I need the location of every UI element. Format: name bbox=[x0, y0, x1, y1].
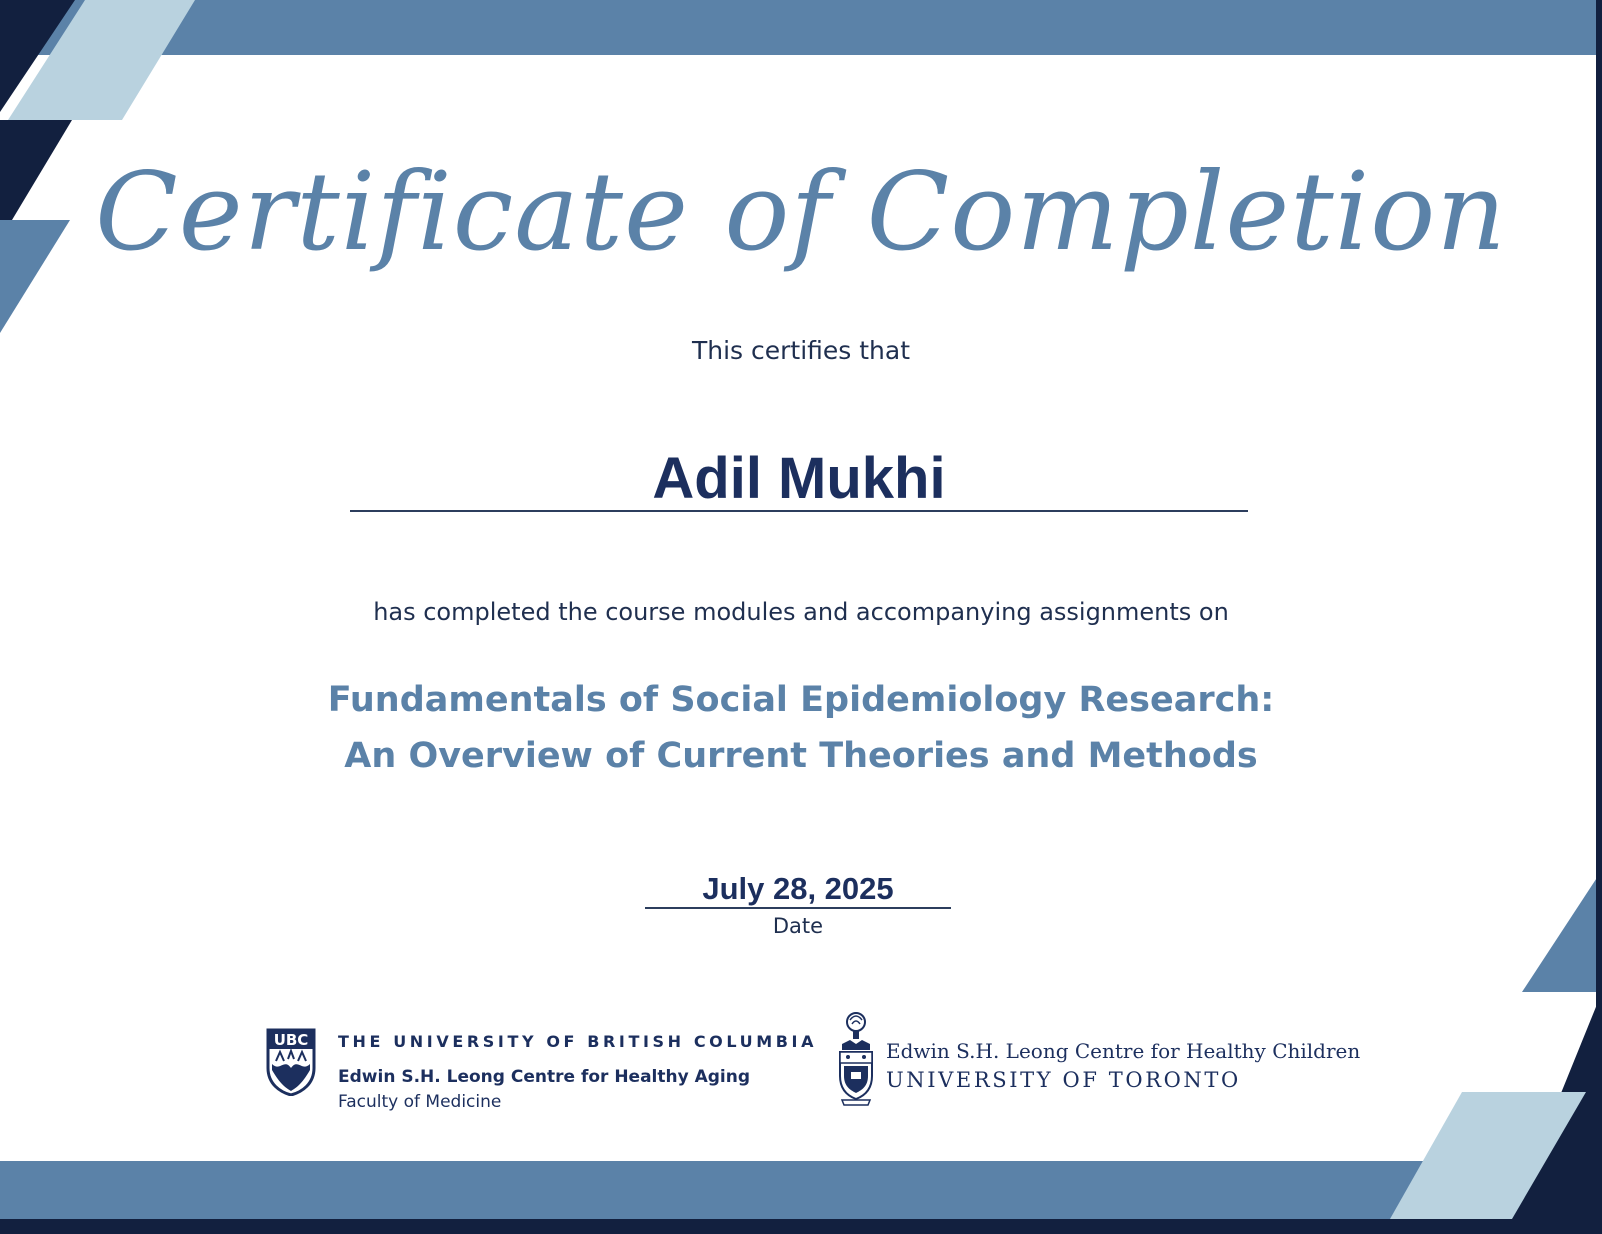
uoft-university-name: UNIVERSITY OF TORONTO bbox=[886, 1068, 1241, 1092]
uoft-crest-icon bbox=[836, 1010, 876, 1106]
ubc-centre-name: Edwin S.H. Leong Centre for Healthy Aging bbox=[338, 1067, 751, 1087]
completed-text: has completed the course modules and accompanying assignments on bbox=[373, 598, 1229, 626]
course-title-line2: An Overview of Current Theories and Methods bbox=[344, 736, 1258, 776]
date-label: Date bbox=[772, 914, 824, 938]
bottom-edge bbox=[0, 1219, 1602, 1234]
uoft-logo bbox=[836, 1010, 1361, 1110]
svg-text:UBC: UBC bbox=[273, 1031, 309, 1049]
ubc-logo bbox=[266, 1028, 818, 1118]
bottom-right-steel-shape bbox=[1522, 870, 1602, 992]
completion-date: July 28, 2025 bbox=[645, 871, 951, 909]
ubc-faculty-name: Faculty of Medicine bbox=[338, 1092, 502, 1112]
top-band bbox=[0, 0, 1602, 55]
certificate-title: Certificate of Completion bbox=[95, 150, 1507, 275]
ubc-crest-icon bbox=[266, 1028, 316, 1096]
course-title-line1: Fundamentals of Social Epidemiology Research: bbox=[327, 680, 1275, 720]
uoft-centre-name: Edwin S.H. Leong Centre for Healthy Children bbox=[886, 1039, 1361, 1063]
bottom-band bbox=[0, 1161, 1602, 1219]
ubc-university-name: THE UNIVERSITY OF BRITISH COLUMBIA bbox=[338, 1032, 818, 1051]
recipient-name: Adil Mukhi bbox=[350, 448, 1248, 512]
certifies-text: This certifies that bbox=[691, 336, 911, 365]
